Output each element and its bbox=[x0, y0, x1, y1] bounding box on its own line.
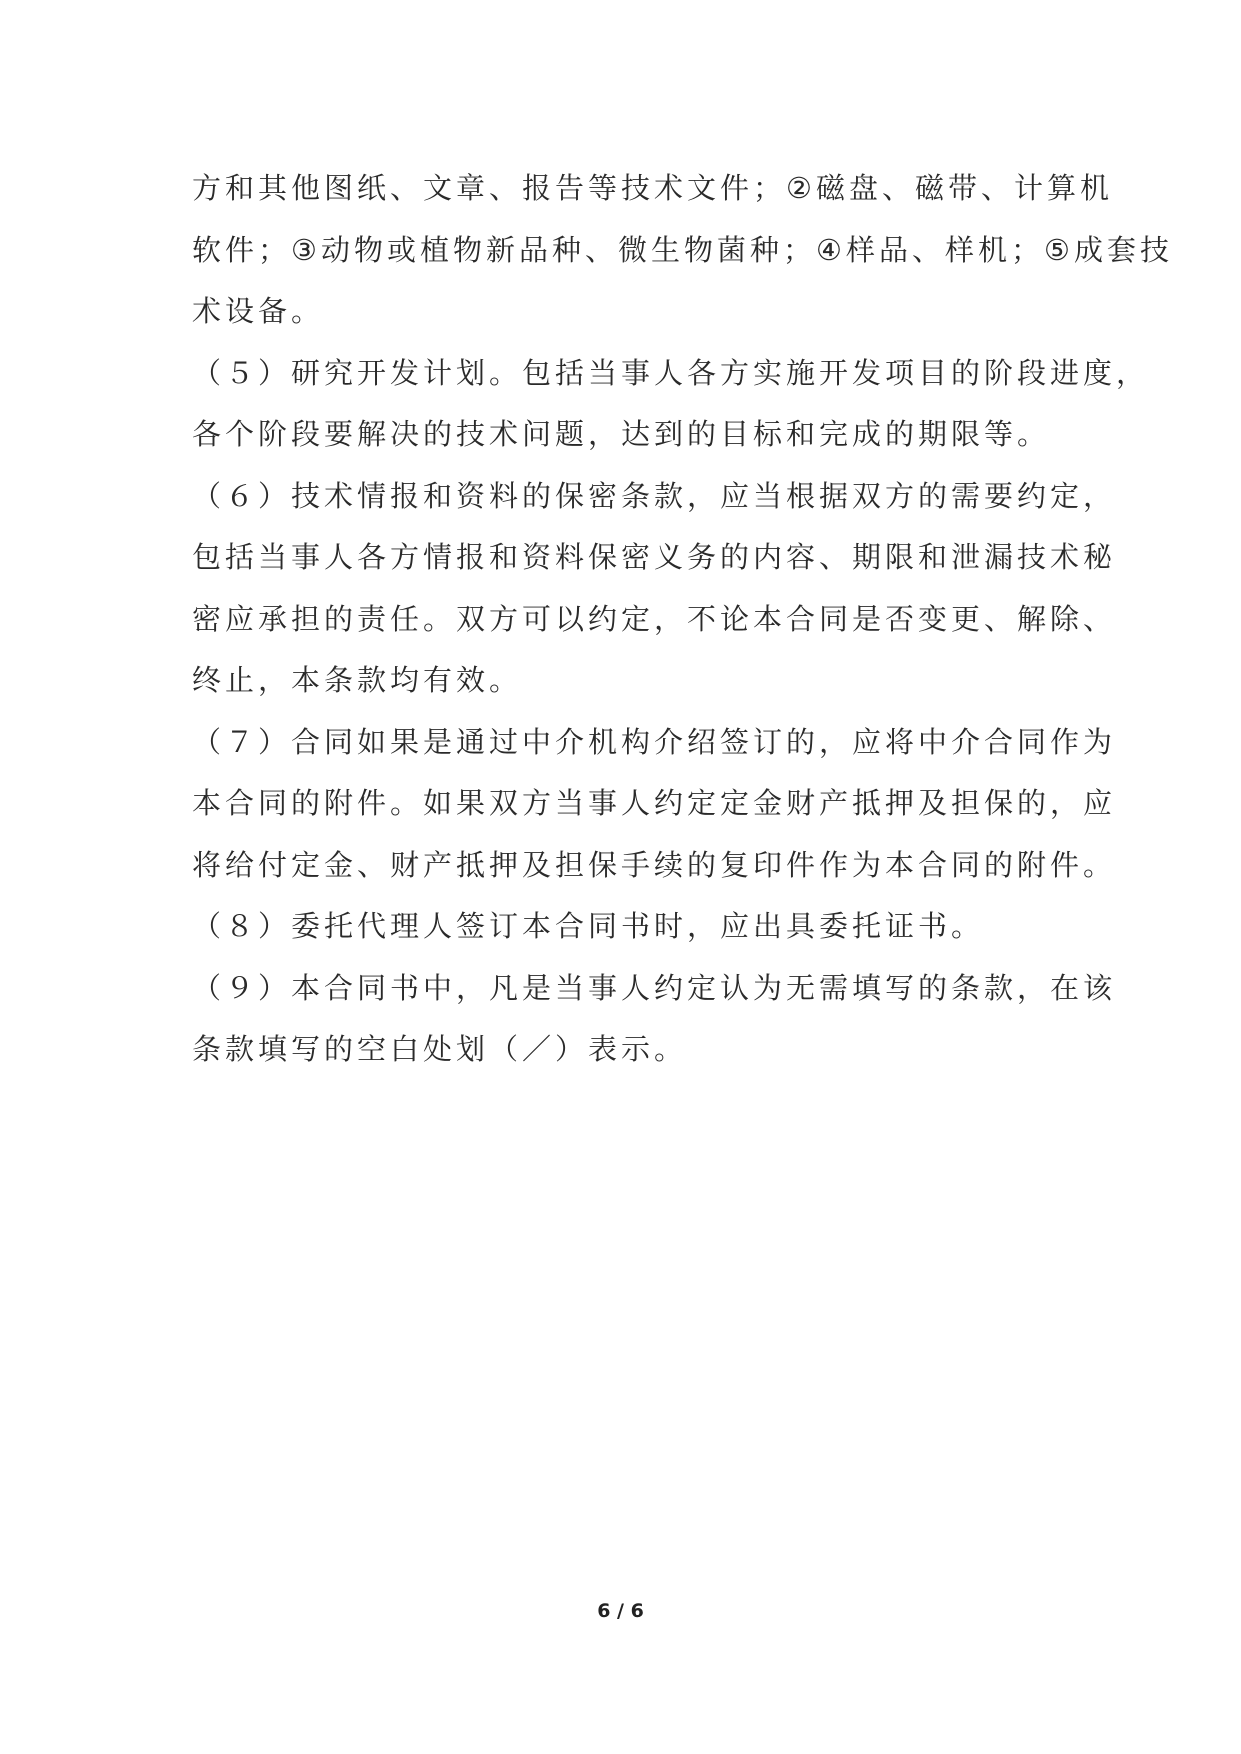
text-line: （５）研究开发计划。包括当事人各方实施开发项目的阶段进度， bbox=[192, 355, 1150, 390]
text-line: 方和其他图纸、文章、报告等技术文件；②磁盘、磁带、计算机 bbox=[192, 171, 1113, 205]
text-line: （８）委托代理人签订本合同书时，应出具委托证书。 bbox=[192, 909, 985, 943]
page-number: 6 / 6 bbox=[597, 1600, 644, 1622]
text-line: （６）技术情报和资料的保密条款，应当根据双方的需要约定， bbox=[192, 478, 1117, 513]
text-line: 终止，本条款均有效。 bbox=[192, 663, 523, 697]
text-line: （９）本合同书中，凡是当事人约定认为无需填写的条款，在该 bbox=[192, 970, 1117, 1005]
text-line: 软件；③动物或植物新品种、微生物菌种；④样品、样机；⑤成套技 bbox=[192, 232, 1173, 267]
text-line: 各个阶段要解决的技术问题，达到的目标和完成的期限等。 bbox=[192, 417, 1051, 451]
text-line: 密应承担的责任。双方可以约定，不论本合同是否变更、解除、 bbox=[192, 601, 1117, 636]
text-line: 将给付定金、财产抵押及担保手续的复印件作为本合同的附件。 bbox=[192, 847, 1117, 882]
text-line: 术设备。 bbox=[192, 294, 325, 328]
body-text bbox=[192, 158, 1173, 1081]
text-line: 包括当事人各方情报和资料保密义务的内容、期限和泄漏技术秘 bbox=[192, 540, 1117, 574]
text-line: 条款填写的空白处划（／）表示。 bbox=[192, 1032, 688, 1066]
text-line: 本合同的附件。如果双方当事人约定定金财产抵押及担保的，应 bbox=[192, 786, 1117, 820]
text-line: （７）合同如果是通过中介机构介绍签订的，应将中介合同作为 bbox=[192, 724, 1117, 759]
